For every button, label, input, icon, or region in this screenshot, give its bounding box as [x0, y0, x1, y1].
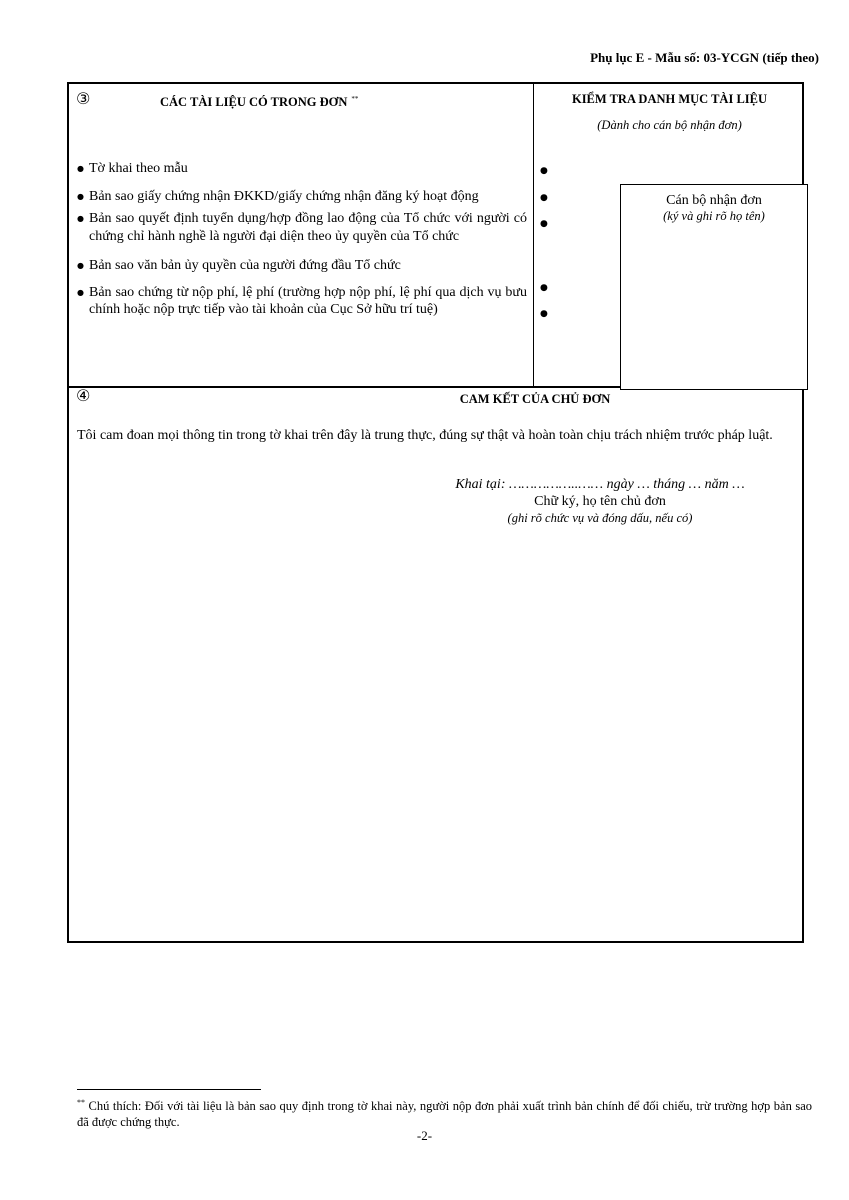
section-divider — [67, 386, 620, 388]
section-4-marker: ④ — [76, 386, 91, 405]
document-item: ● Bản sao chứng từ nộp phí, lệ phí (trường hợp nộp phí, lệ phí qua dịch vụ bưu chính hoặc nộp trực tiếp vào tài khoản của Cục Sở hữu trí tuệ) — [77, 284, 527, 319]
check-bullet: ● — [540, 219, 548, 229]
document-list — [77, 160, 527, 319]
officer-title: Cán bộ nhận đơn — [666, 193, 762, 208]
page-number: -2- — [416, 1128, 433, 1143]
document-item: ● Tờ khai theo mẫu — [77, 160, 527, 178]
signature-block — [440, 476, 760, 527]
footnote-rule — [77, 1089, 261, 1090]
sign-label: Chữ ký, họ tên chủ đơn — [534, 494, 666, 509]
section-3-title-text: CÁC TÀI LIỆU CÓ TRONG ĐƠN — [160, 95, 348, 109]
footnote — [77, 1095, 812, 1130]
sign-note: (ghi rõ chức vụ và đóng dấu, nếu có) — [507, 511, 693, 525]
column-divider — [533, 82, 534, 388]
checklist-subtitle: (Dành cho cán bộ nhận đơn) — [597, 118, 742, 132]
check-bullet: ● — [540, 193, 548, 203]
document-item: ● Bản sao văn bản ủy quyền của người đứng đầu Tổ chức — [77, 257, 527, 275]
footnote-marker: ** — [77, 1098, 85, 1107]
section-3-title — [160, 95, 358, 110]
footnote-text: Chú thích: Đối với tài liệu là bản sao quy định trong tờ khai này, người nộp đơn phải xuất trình bản chính để đối chiếu, trừ trường hợp bản sao đã được chứng thực. — [77, 1099, 812, 1129]
section-3-marker: ③ — [76, 89, 91, 108]
check-bullet: ● — [540, 283, 548, 293]
commitment-text: Tôi cam đoan mọi thông tin trong tờ khai trên đây là trung thực, đúng sự thật và hoàn toàn chịu trách nhiệm trước pháp luật. — [77, 428, 773, 443]
section-4-title: CAM KẾT CỦA CHỦ ĐƠN — [459, 392, 611, 406]
officer-note: (ký và ghi rõ họ tên) — [663, 209, 765, 223]
check-bullet: ● — [540, 166, 548, 176]
check-bullet: ● — [540, 309, 548, 319]
form-reference: Phụ lục E - Mẫu số: 03-YCGN (tiếp theo) — [590, 50, 819, 65]
document-item: ● Bản sao giấy chứng nhận ĐKKD/giấy chứng nhận đăng ký hoạt động — [77, 188, 527, 206]
sign-place-date: Khai tại: ……………..…… ngày … tháng … năm … — [455, 477, 745, 492]
officer-signature-box — [620, 184, 808, 390]
footnote-reference: ** — [351, 95, 359, 103]
checklist-title: KIỂM TRA DANH MỤC TÀI LIỆU — [571, 92, 768, 106]
document-item: ● Bản sao quyết định tuyển dụng/hợp đồng lao động của Tổ chức với người có chứng chỉ hành nghề là người đại diện theo ủy quyền của Tổ chức — [77, 210, 527, 245]
